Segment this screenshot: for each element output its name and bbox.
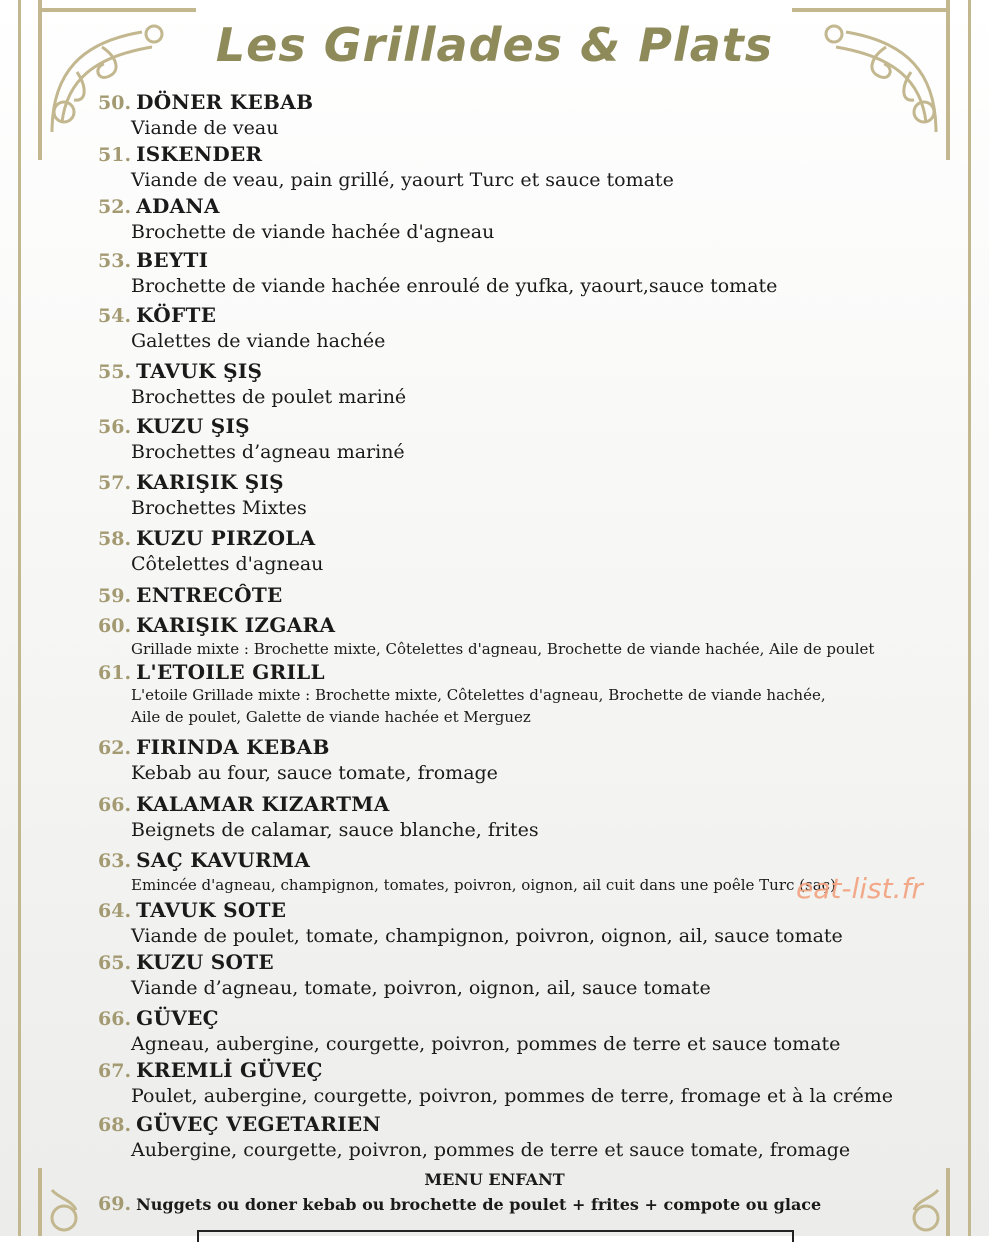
item-name: TAVUK SOTE [136, 898, 287, 922]
item-number: 51. [98, 144, 132, 166]
item-number: 66. [98, 1008, 132, 1030]
menu-item [98, 470, 307, 519]
menu-item [98, 950, 711, 999]
item-number: 50. [98, 92, 132, 114]
item-description: Galettes de viande hachée [131, 330, 386, 352]
menu-item [98, 1058, 894, 1107]
item-number: 52. [98, 196, 132, 218]
menu-item [98, 248, 778, 297]
item-name: KÖFTE [136, 303, 217, 327]
item-name: DÖNER KEBAB [136, 90, 314, 114]
menu-item [98, 613, 875, 658]
menu-item [98, 660, 826, 726]
item-number: 55. [98, 361, 132, 383]
item-number: 64. [98, 900, 132, 922]
item-name: KUZU SOTE [136, 950, 274, 974]
item-number: 56. [98, 416, 132, 438]
item-name: TAVUK ŞIŞ [136, 359, 263, 383]
watermark: eat-list.fr [796, 872, 923, 905]
menu-item [98, 526, 324, 575]
menu-enfant-item [98, 1193, 821, 1215]
item-description: Brochettes de poulet mariné [131, 386, 407, 408]
item-number: 69. [98, 1193, 132, 1215]
item-number: 63. [98, 850, 132, 872]
item-description: Aile de poulet, Galette de viande hachée et Merguez [131, 708, 531, 726]
item-name: GÜVEÇ VEGETARIEN [136, 1112, 382, 1136]
menu-item [98, 303, 386, 352]
item-description: Viande de veau [131, 117, 279, 139]
menu-item [98, 792, 539, 841]
item-number: 54. [98, 305, 132, 327]
item-description: Viande d’agneau, tomate, poivron, oignon, ail, sauce tomate [131, 977, 711, 999]
item-description: Agneau, aubergine, courgette, poivron, pommes de terre et sauce tomate [131, 1033, 841, 1055]
item-description: Viande de poulet, tomate, champignon, poivron, oignon, ail, sauce tomate [131, 925, 843, 947]
item-number: 58. [98, 528, 132, 550]
page-title: Les Grillades & Plats [215, 18, 774, 72]
item-number: 61. [98, 662, 132, 684]
item-name: BEYTI [136, 248, 209, 272]
menu-item [98, 583, 283, 607]
menu-item [98, 194, 495, 243]
item-name: KUZU PIRZOLA [136, 526, 316, 550]
item-description: Brochette de viande hachée d'agneau [131, 221, 495, 243]
frame-right-inner [968, 0, 971, 1236]
item-number: 68. [98, 1114, 132, 1136]
item-name: ENTRECÔTE [136, 583, 283, 607]
menu-item [98, 1006, 841, 1055]
item-number: 57. [98, 472, 132, 494]
menu-enfant-heading: MENU ENFANT [424, 1170, 565, 1189]
item-description: Aubergine, courgette, poivron, pommes de terre et sauce tomate, fromage [131, 1139, 851, 1161]
item-description: Emincée d'agneau, champignon, tomates, poivron, oignon, ail cuit dans une poêle Turc (saç) [131, 876, 836, 894]
menu-item [98, 898, 843, 947]
menu-item [98, 359, 407, 408]
menu-item [98, 414, 405, 463]
item-number: 53. [98, 250, 132, 272]
item-description: Beignets de calamar, sauce blanche, frites [131, 819, 539, 841]
item-name: KALAMAR KIZARTMA [136, 792, 390, 816]
menu-item [98, 1112, 851, 1161]
item-name: SAÇ KAVURMA [136, 848, 311, 872]
item-description: Côtelettes d'agneau [131, 553, 324, 575]
item-number: 60. [98, 615, 132, 637]
menu-item [98, 735, 498, 784]
item-name: ADANA [136, 194, 220, 218]
item-name: KARIŞIK ŞIŞ [136, 470, 284, 494]
menu-item [98, 90, 314, 139]
item-number: 59. [98, 585, 132, 607]
item-name: FIRINDA KEBAB [136, 735, 330, 759]
item-description: Brochettes d’agneau mariné [131, 441, 405, 463]
item-number: 66. [98, 794, 132, 816]
bottom-box [197, 1230, 794, 1242]
item-description: Grillade mixte : Brochette mixte, Côtelettes d'agneau, Brochette de viande hachée, Aile de poulet [131, 640, 875, 658]
menu-item [98, 142, 674, 191]
item-name: ISKENDER [136, 142, 263, 166]
item-name: L'ETOILE GRILL [136, 660, 325, 684]
item-name: KUZU ŞIŞ [136, 414, 250, 438]
item-description: Kebab au four, sauce tomate, fromage [131, 762, 498, 784]
item-description: Brochettes Mixtes [131, 497, 307, 519]
menu-item [98, 848, 836, 894]
item-number: 67. [98, 1060, 132, 1082]
item-number: 65. [98, 952, 132, 974]
item-number: 62. [98, 737, 132, 759]
item-description: Viande de veau, pain grillé, yaourt Turc et sauce tomate [131, 169, 674, 191]
item-description: Poulet, aubergine, courgette, poivron, pommes de terre, fromage et à la créme [131, 1085, 894, 1107]
item-description: Brochette de viande hachée enroulé de yufka, yaourt,sauce tomate [131, 275, 778, 297]
item-name: KARIŞIK IZGARA [136, 613, 336, 637]
item-description: Nuggets ou doner kebab ou brochette de poulet + frites + compote ou glace [136, 1195, 822, 1214]
frame-left-inner [18, 0, 21, 1236]
item-name: GÜVEÇ [136, 1006, 219, 1030]
item-name: KREMLİ GÜVEÇ [136, 1058, 323, 1082]
item-description: L'etoile Grillade mixte : Brochette mixte, Côtelettes d'agneau, Brochette de viande hachée, [131, 686, 826, 704]
